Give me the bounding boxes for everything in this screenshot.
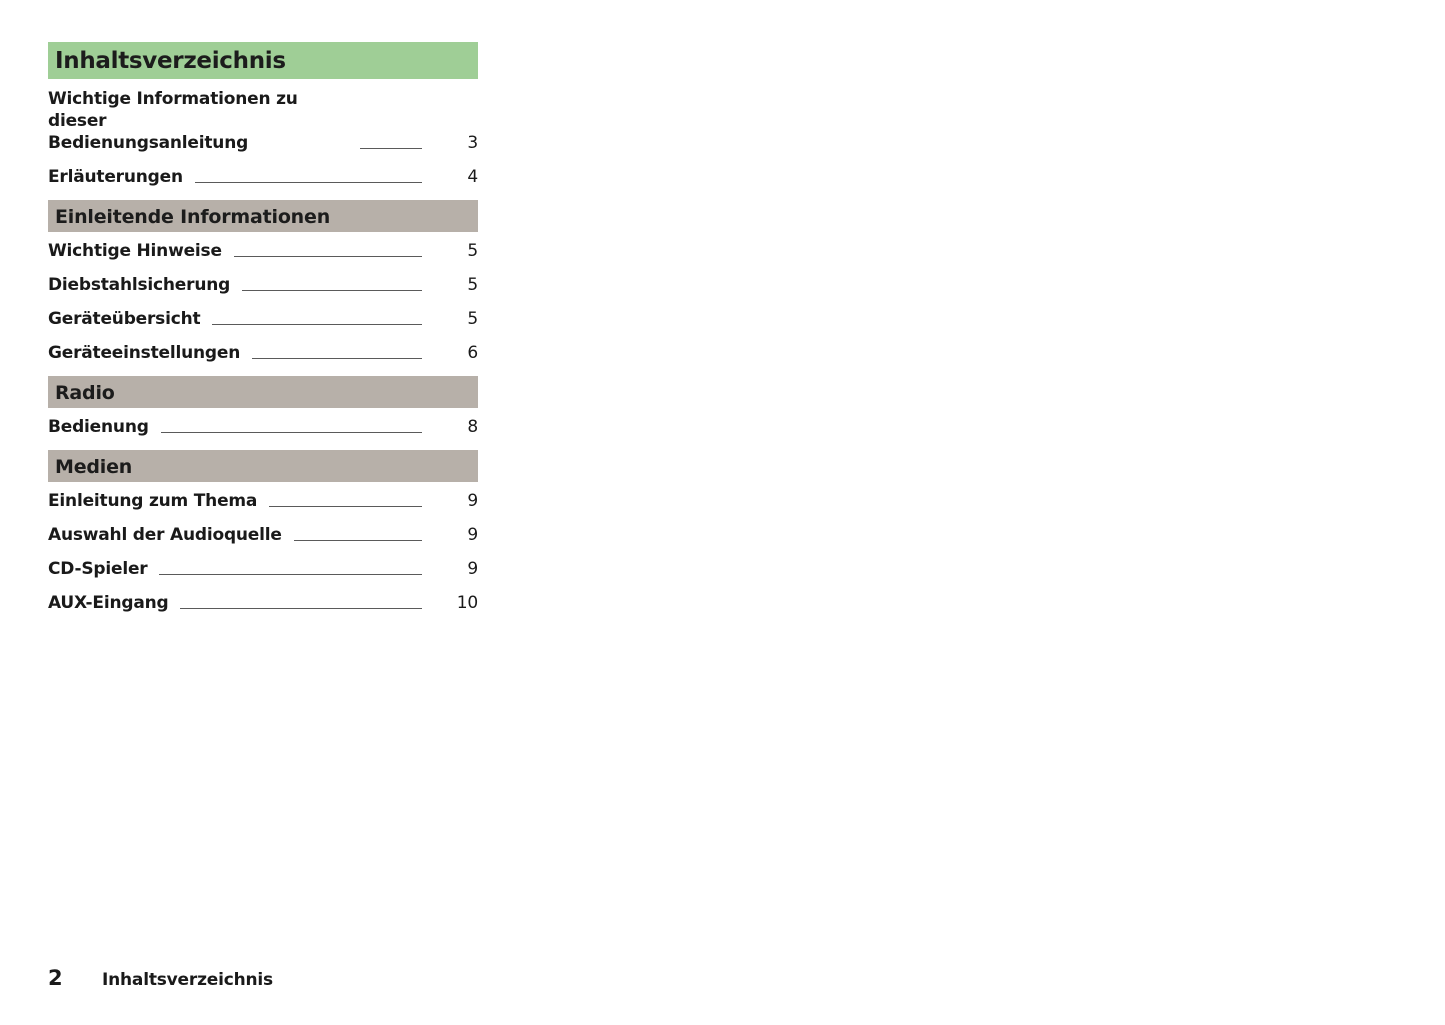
toc-entry-page: 9	[467, 525, 478, 545]
toc-entry[interactable]	[48, 308, 478, 330]
dot-leader	[360, 148, 422, 149]
toc-entry-label: Wichtige Informationen zu dieser Bedienungsanleitung	[48, 89, 298, 153]
toc-entry-page: 10	[456, 593, 478, 613]
toc-entry[interactable]	[48, 490, 478, 512]
toc-entry-label: Auswahl der Audioquelle	[48, 525, 282, 545]
dot-leader	[269, 506, 422, 507]
toc-entry-label: Bedienung	[48, 417, 149, 437]
dot-leader	[159, 574, 422, 575]
toc-entry-page: 3	[467, 133, 478, 153]
toc-entry[interactable]	[48, 88, 478, 154]
toc-entry[interactable]	[48, 342, 478, 364]
toc-entry-label: Geräteübersicht	[48, 309, 201, 329]
toc-entry-page: 6	[467, 343, 478, 363]
toc-entry[interactable]	[48, 524, 478, 546]
toc-entry-page: 8	[467, 417, 478, 437]
dot-leader	[161, 432, 422, 433]
page-footer	[48, 966, 273, 990]
toc-entry[interactable]	[48, 240, 478, 262]
toc-entry-label: CD-Spieler	[48, 559, 148, 579]
toc-entry[interactable]	[48, 558, 478, 580]
toc-entry-page: 9	[467, 559, 478, 579]
dot-leader	[180, 608, 422, 609]
toc-entry-label: Diebstahlsicherung	[48, 275, 231, 295]
toc-entry-page: 5	[467, 275, 478, 295]
dot-leader	[242, 290, 422, 291]
toc-entry-label: AUX-Eingang	[48, 593, 169, 613]
toc-entry-label: Einleitung zum Thema	[48, 491, 258, 511]
dot-leader	[195, 182, 422, 183]
toc-entry-page: 5	[467, 241, 478, 261]
dot-leader	[234, 256, 422, 257]
toc-entry[interactable]	[48, 274, 478, 296]
dot-leader	[212, 324, 422, 325]
dot-leader	[294, 540, 422, 541]
toc-title: Inhaltsverzeichnis	[48, 42, 478, 79]
table-of-contents	[48, 42, 478, 626]
toc-entry[interactable]	[48, 592, 478, 614]
toc-entry-page: 4	[467, 167, 478, 187]
section-header-einleitende-informationen: Einleitende Informationen	[48, 200, 478, 232]
dot-leader	[252, 358, 422, 359]
footer-page-number: 2	[48, 966, 63, 990]
section-header-radio: Radio	[48, 376, 478, 408]
toc-entry[interactable]	[48, 416, 478, 438]
toc-entry-label: Erläuterungen	[48, 167, 183, 187]
toc-entry[interactable]	[48, 166, 478, 188]
footer-title: Inhaltsverzeichnis	[102, 970, 273, 990]
toc-entry-label: Wichtige Hinweise	[48, 241, 222, 261]
section-header-medien: Medien	[48, 450, 478, 482]
toc-entry-page: 9	[467, 491, 478, 511]
toc-entry-page: 5	[467, 309, 478, 329]
toc-entry-label: Geräteeinstellungen	[48, 343, 241, 363]
